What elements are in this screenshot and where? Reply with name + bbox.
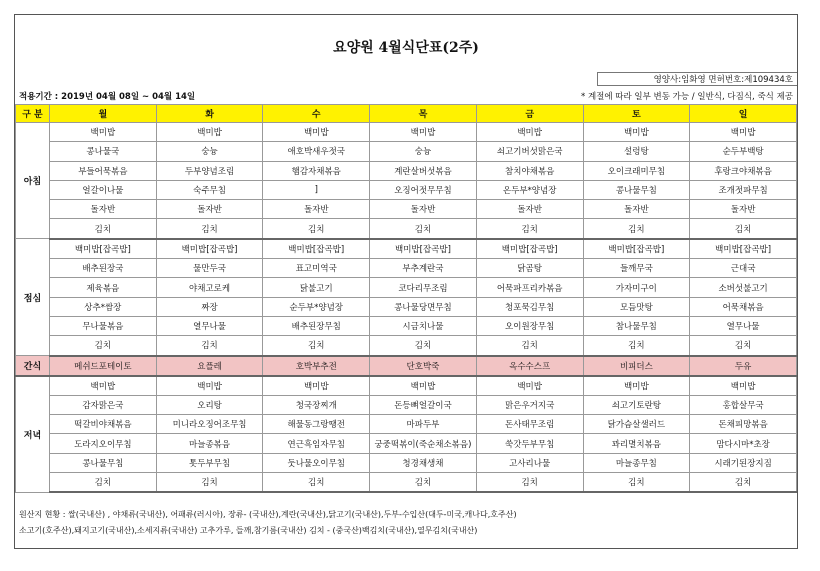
menu-cell: 김치: [50, 336, 157, 356]
origin-line-1: 원산지 현황 : 쌀(국내산) , 야채류(국내산), 어패류(러시아), 장류- (국내산),계란(국내산),닭고기(국내산),두부-수입산(대두-미국,캐나다,호주산): [19, 510, 517, 519]
menu-cell: 백미밥[잡곡밥]: [50, 239, 157, 259]
menu-cell: 돈채피망볶음: [690, 415, 797, 434]
menu-cell: 참치야채볶음: [476, 161, 583, 180]
menu-cell: 백미밥: [50, 376, 157, 396]
header-day: 월: [50, 105, 157, 123]
menu-cell: 김치: [476, 219, 583, 239]
menu-cell: 백미밥[잡곡밥]: [476, 239, 583, 259]
menu-cell: 닭가슴살샐러드: [583, 415, 690, 434]
menu-cell: 청경채생채: [370, 453, 477, 472]
menu-cell: 백미밥: [583, 123, 690, 142]
menu-cell: 순두부*양념장: [263, 297, 370, 316]
menu-cell: 김치: [690, 473, 797, 493]
menu-cell: 온두부*양념장: [476, 180, 583, 199]
menu-cell: 요플레: [156, 356, 263, 376]
menu-cell: 표고미역국: [263, 259, 370, 278]
menu-cell: 백미밥: [263, 123, 370, 142]
menu-row: [16, 142, 797, 161]
menu-cell: 김치: [370, 473, 477, 493]
meal-label: 아침: [16, 123, 50, 239]
menu-cell: 제육볶음: [50, 278, 157, 297]
menu-cell: 짜장: [156, 297, 263, 316]
menu-cell: 김치: [263, 473, 370, 493]
menu-cell: 김치: [370, 336, 477, 356]
menu-cell: 숭늉: [370, 142, 477, 161]
menu-cell: 마파두부: [370, 415, 477, 434]
menu-cell: 김치: [476, 473, 583, 493]
menu-cell: 백미밥: [50, 123, 157, 142]
menu-cell: 코다리무조림: [370, 278, 477, 297]
meal-label: 점심: [16, 239, 50, 356]
menu-cell: 김치: [263, 219, 370, 239]
menu-cell: 돌자반: [583, 200, 690, 219]
menu-cell: 백미밥[잡곡밥]: [690, 239, 797, 259]
menu-cell: 김치: [476, 336, 583, 356]
menu-row: [16, 278, 797, 297]
menu-row: [16, 415, 797, 434]
menu-cell: 홍합살무국: [690, 395, 797, 414]
menu-cell: 김치: [583, 219, 690, 239]
menu-row: [16, 297, 797, 316]
menu-cell: 김치: [583, 336, 690, 356]
menu-cell: 김치: [156, 473, 263, 493]
menu-cell: 오이크래미무침: [583, 161, 690, 180]
menu-cell: 쇠고기버섯맑은국: [476, 142, 583, 161]
menu-cell: 김치: [156, 219, 263, 239]
origin-line-2: 소고기(호주산),돼지고기(국내산),소세지류(국내산) 고추가루, 들깨,참기름(국내산) 김치 - (중국산)백김치(국내산),열무김치(국내산): [19, 526, 478, 535]
menu-row: [16, 395, 797, 414]
menu-cell: 야채고로케: [156, 278, 263, 297]
menu-row: [16, 336, 797, 356]
menu-cell: 소버섯불고기: [690, 278, 797, 297]
menu-cell: 도라지오이무침: [50, 434, 157, 453]
menu-cell: 어묵채볶음: [690, 297, 797, 316]
menu-cell: 백미밥[잡곡밥]: [156, 239, 263, 259]
menu-cell: 백미밥: [690, 376, 797, 396]
menu-cell: 마늘종무침: [583, 453, 690, 472]
menu-cell: 가자미구이: [583, 278, 690, 297]
menu-cell: 시금치나물: [370, 316, 477, 335]
menu-cell: 돌자반: [476, 200, 583, 219]
snack-row: [16, 356, 797, 376]
menu-cell: 백미밥[잡곡밥]: [370, 239, 477, 259]
menu-cell: 계란살버섯볶음: [370, 161, 477, 180]
menu-cell: 애호박새우젓국: [263, 142, 370, 161]
menu-cell: 콩나물당면무침: [370, 297, 477, 316]
menu-cell: 닭곰탕: [476, 259, 583, 278]
menu-row: [16, 376, 797, 396]
menu-cell: 햄감자채볶음: [263, 161, 370, 180]
application-period: 적용기간 : 2019년 04월 08일 ~ 04월 14일: [19, 92, 196, 102]
menu-cell: 백미밥: [690, 123, 797, 142]
menu-cell: 청포묵김무침: [476, 297, 583, 316]
menu-cell: 순두부백탕: [690, 142, 797, 161]
menu-cell: 근대국: [690, 259, 797, 278]
menu-cell: 오리탕: [156, 395, 263, 414]
menu-cell: 백미밥: [583, 376, 690, 396]
header-category: 구 분: [16, 105, 50, 123]
menu-cell: 상추*쌈장: [50, 297, 157, 316]
menu-cell: 메쉬드포테이토: [50, 356, 157, 376]
menu-table: [15, 104, 797, 493]
header-day: 화: [156, 105, 263, 123]
menu-row: [16, 316, 797, 335]
menu-cell: 설렁탕: [583, 142, 690, 161]
menu-cell: 참나물무침: [583, 316, 690, 335]
menu-row: [16, 239, 797, 259]
header-day: 목: [370, 105, 477, 123]
menu-cell: 시래기된장지짐: [690, 453, 797, 472]
menu-cell: 돌자반: [263, 200, 370, 219]
menu-row: [16, 259, 797, 278]
menu-cell: 떡갈비야채볶음: [50, 415, 157, 434]
menu-cell: 백미밥: [370, 123, 477, 142]
menu-sheet: [14, 14, 798, 549]
menu-cell: 백미밥: [370, 376, 477, 396]
menu-row: [16, 219, 797, 239]
menu-row: [16, 180, 797, 199]
menu-cell: 돌자반: [370, 200, 477, 219]
menu-cell: 연근흑임자무침: [263, 434, 370, 453]
menu-cell: 백미밥: [476, 376, 583, 396]
menu-cell: 백미밥: [156, 123, 263, 142]
menu-cell: 백미밥[잡곡밥]: [263, 239, 370, 259]
menu-cell: 백미밥[잡곡밥]: [583, 239, 690, 259]
menu-row: [16, 200, 797, 219]
menu-cell: 부추계란국: [370, 259, 477, 278]
menu-cell: 배추된장무침: [263, 316, 370, 335]
menu-cell: 어묵파프리카볶음: [476, 278, 583, 297]
menu-row: [16, 161, 797, 180]
menu-cell: 둣나물오이무침: [263, 453, 370, 472]
menu-cell: 백미밥: [263, 376, 370, 396]
menu-cell: 김치: [583, 473, 690, 493]
menu-cell: 고사리나물: [476, 453, 583, 472]
header-day: 금: [476, 105, 583, 123]
menu-cell: 김치: [50, 219, 157, 239]
menu-cell: 비피더스: [583, 356, 690, 376]
menu-cell: 모듬맛탕: [583, 297, 690, 316]
menu-cell: 돈사태무조림: [476, 415, 583, 434]
menu-cell: 궁중떡볶이(죽순채소볶음): [370, 434, 477, 453]
menu-cell: 콩나물무침: [583, 180, 690, 199]
menu-cell: 김치: [50, 473, 157, 493]
menu-cell: 물만두국: [156, 259, 263, 278]
menu-cell: 열무나물: [690, 316, 797, 335]
meal-label: 간식: [16, 356, 50, 376]
menu-cell: 마늘종볶음: [156, 434, 263, 453]
menu-cell: 감자맑은국: [50, 395, 157, 414]
menu-cell: 단호박죽: [370, 356, 477, 376]
menu-cell: 열무나물: [156, 316, 263, 335]
menu-cell: 조개젓파무침: [690, 180, 797, 199]
menu-cell: 숙주무침: [156, 180, 263, 199]
menu-cell: 김치: [263, 336, 370, 356]
header-row: [16, 105, 797, 123]
menu-cell: 들깨무국: [583, 259, 690, 278]
meal-label: 저녁: [16, 376, 50, 493]
menu-cell: 두부양념조림: [156, 161, 263, 180]
menu-cell: 무나물볶음: [50, 316, 157, 335]
menu-row: [16, 123, 797, 142]
header-day: 수: [263, 105, 370, 123]
menu-cell: 미니라오징어조무침: [156, 415, 263, 434]
menu-row: [16, 453, 797, 472]
menu-cell: 맑은우거지국: [476, 395, 583, 414]
menu-row: [16, 473, 797, 493]
menu-cell: 김치: [690, 336, 797, 356]
menu-cell: 옥수수스프: [476, 356, 583, 376]
origin-info: [19, 507, 517, 539]
menu-note: * 계절에 따라 일부 변동 가능 / 일반식, 다짐식, 죽식 제공: [581, 92, 793, 102]
menu-cell: 김치: [156, 336, 263, 356]
menu-cell: 닭불고기: [263, 278, 370, 297]
menu-cell: 호박부추전: [263, 356, 370, 376]
menu-cell: 청국장찌개: [263, 395, 370, 414]
menu-cell: 백미밥: [476, 123, 583, 142]
menu-cell: 돌자반: [690, 200, 797, 219]
menu-cell: 콩나물국: [50, 142, 157, 161]
menu-cell: 맘다시마*초장: [690, 434, 797, 453]
menu-cell: ]: [263, 180, 370, 199]
menu-cell: 톳두부무침: [156, 453, 263, 472]
menu-cell: 두유: [690, 356, 797, 376]
menu-row: [16, 434, 797, 453]
header-day: 토: [583, 105, 690, 123]
page-title: 요양원 4월식단표(2주): [333, 40, 479, 56]
menu-cell: 김치: [690, 219, 797, 239]
menu-cell: 해물동그랑땡전: [263, 415, 370, 434]
menu-cell: 백미밥: [156, 376, 263, 396]
menu-cell: 후랑크야채볶음: [690, 161, 797, 180]
nutritionist-info: 영양사:임화영 면허번호:제109434호: [597, 72, 797, 86]
menu-cell: 오징어젓무무침: [370, 180, 477, 199]
menu-cell: 얼갈이나물: [50, 180, 157, 199]
menu-cell: 배추된장국: [50, 259, 157, 278]
menu-cell: 부들어묵볶음: [50, 161, 157, 180]
menu-cell: 돈등뼈얼갈이국: [370, 395, 477, 414]
menu-cell: 돌자반: [50, 200, 157, 219]
menu-cell: 꽈리멸치볶음: [583, 434, 690, 453]
menu-cell: 숭늉: [156, 142, 263, 161]
menu-cell: 쇠고기토란탕: [583, 395, 690, 414]
menu-cell: 김치: [370, 219, 477, 239]
menu-cell: 콩나물무침: [50, 453, 157, 472]
menu-cell: 쑥갓두부무침: [476, 434, 583, 453]
header-day: 일: [690, 105, 797, 123]
menu-cell: 오이원장무침: [476, 316, 583, 335]
menu-cell: 돌자반: [156, 200, 263, 219]
